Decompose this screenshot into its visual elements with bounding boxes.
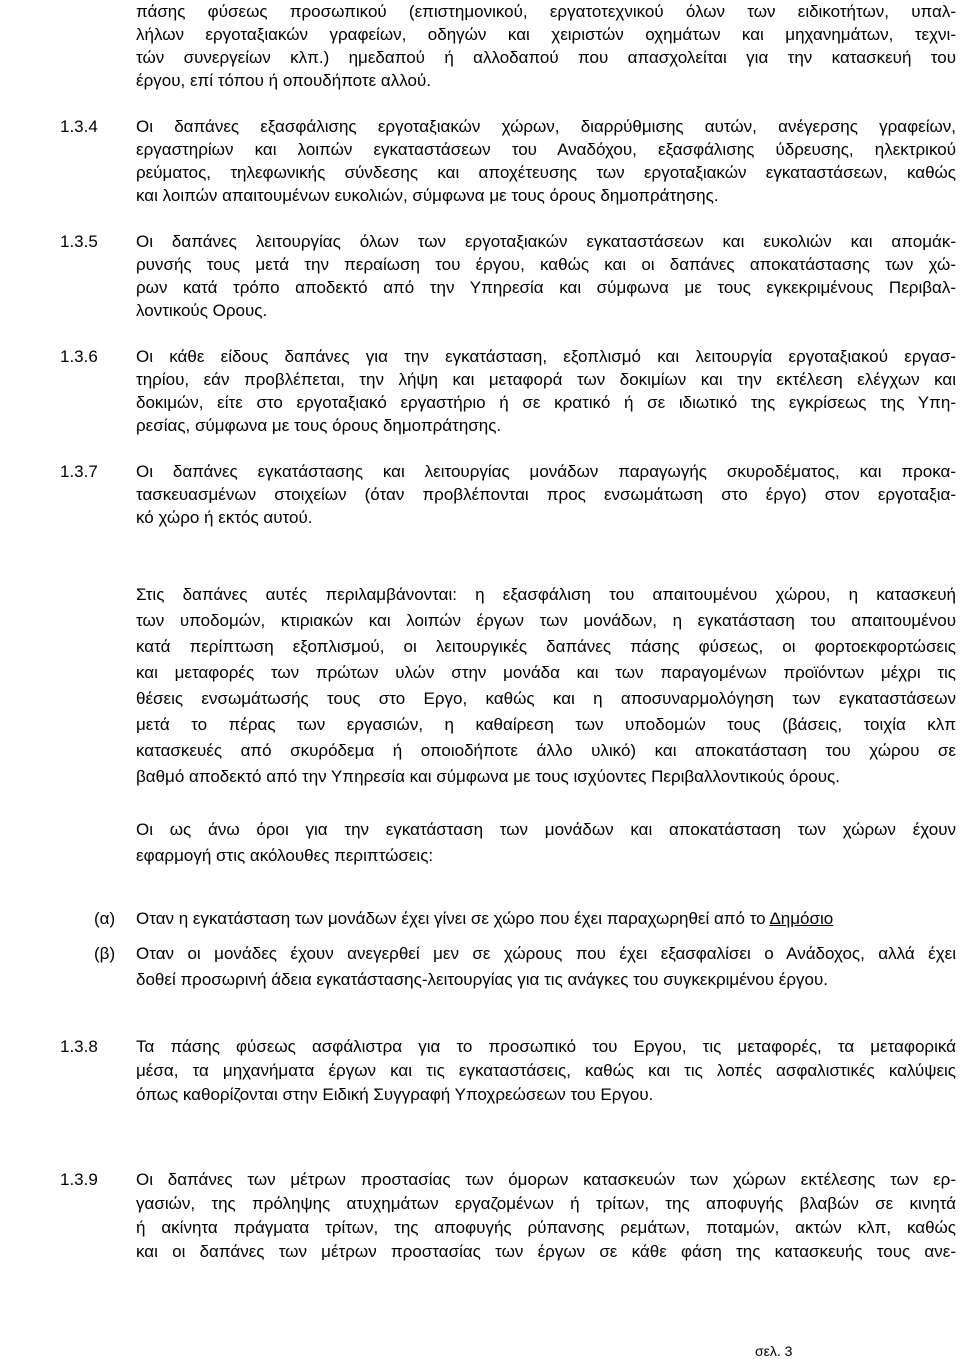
item-number-135: 1.3.5 bbox=[60, 232, 98, 251]
item-138-line-3: όπως καθορίζονται στην Ειδική Συγγραφή Υποχρεώσεων του Εργου. bbox=[136, 1085, 654, 1104]
paragraph-1-line-6: μετά το πέρας των εργασιών, η καθαίρεση των υποδομών τους (βάσεις, τοιχία κλπ bbox=[136, 715, 956, 734]
item-136-line-1: Οι κάθε είδους δαπάνες για την εγκατάσταση, εξοπλισμό και λειτουργία εργοταξιακού εργασ- bbox=[136, 347, 956, 366]
item-number-138: 1.3.8 bbox=[60, 1037, 98, 1056]
item-139-line-2: γασιών, της πρόληψης ατυχημάτων εργαζομένων ή τρίτων, της αποφυγής βλαβών σε κινητά bbox=[136, 1194, 956, 1213]
case-a-text-underlined: Δημόσιο bbox=[769, 909, 834, 928]
item-139-line-3: ή ακίνητα πράγματα τρίτων, της αποφυγής ρύπανσης ρεμάτων, ποταμών, ακτών κλπ, καθώς bbox=[136, 1218, 956, 1237]
paragraph-1-line-8: βαθμό αποδεκτό από την Υπηρεσία και σύμφωνα με τους ισχύοντες Περιβαλλοντικούς όρους. bbox=[136, 767, 840, 786]
item-134-line-1: Οι δαπάνες εξασφάλισης εργοταξιακών χώρων, διαρρύθμισης αυτών, ανέγερσης γραφείων, bbox=[136, 117, 956, 136]
item-135-line-1: Οι δαπάνες λειτουργίας όλων των εργοταξιακών εγκαταστάσεων και ευκολιών και απομάκ- bbox=[136, 232, 956, 251]
paragraph-2-line-1: Οι ως άνω όροι για την εγκατάσταση των μονάδων και αποκατάσταση των χώρων έχουν bbox=[136, 820, 956, 839]
item-139-line-4: και οι δαπάνες των μέτρων προστασίας των έργων σε κάθε φάση της κατασκευής τους ανε- bbox=[136, 1242, 956, 1261]
item-139-line-1: Οι δαπάνες των μέτρων προστασίας των όμορων κατασκευών των χώρων εκτέλεσης των ερ- bbox=[136, 1170, 956, 1189]
intro-line-1: πάσης φύσεως προσωπικού (επιστημονικού, εργατοτεχνικού όλων των ειδικοτήτων, υπαλ- bbox=[136, 2, 956, 21]
item-number-139: 1.3.9 bbox=[60, 1170, 98, 1189]
paragraph-1-line-3: κατά περίπτωση εξοπλισμού, οι λειτουργικές δαπάνες πάσης φύσεως, οι φορτοεκφορτώσεις bbox=[136, 637, 956, 656]
item-number-137: 1.3.7 bbox=[60, 462, 98, 481]
item-136-line-4: ρεσίας, σύμφωνα με τους όρους δημοπράτησης. bbox=[136, 416, 502, 435]
paragraph-2-line-2: εφαρμογή στις ακόλουθες περιπτώσεις: bbox=[136, 846, 434, 865]
item-134-line-2: εργαστηρίων και λοιπών εγκαταστάσεων του Αναδόχου, εξασφάλισης ύδρευσης, ηλεκτρικού bbox=[136, 140, 956, 159]
paragraph-1-line-7: κατασκευές από σκυρόδεμα ή οποιοδήποτε άλλο υλικό) και αποκατάσταση του χώρου σε bbox=[136, 741, 956, 760]
item-135-line-2: ρυνσής τους μετά την περαίωση του έργου, καθώς και οι δαπάνες αποκατάστασης των χώ- bbox=[136, 255, 956, 274]
item-134-line-4: και λοιπών απαιτουμένων ευκολιών, σύμφωνα με τους όρους δημοπράτησης. bbox=[136, 186, 719, 205]
paragraph-1-line-2: των υποδομών, κτιριακών και λοιπών έργων των μονάδων, η εγκατάσταση του απαιτουμένου bbox=[136, 611, 956, 630]
case-b-line-1: Οταν οι μονάδες έχουν ανεγερθεί μεν σε χώρους που έχει εξασφαλίσει ο Ανάδοχος, αλλά έχει bbox=[136, 944, 956, 963]
item-134-line-3: ρεύματος, τηλεφωνικής σύνδεσης και αποχέτευσης των εργοταξιακών εγκαταστάσεων, καθώς bbox=[136, 163, 956, 182]
case-a-text bbox=[136, 909, 833, 929]
item-136-line-2: τηρίου, εάν προβλέπεται, την λήψη και μεταφορά των δοκιμίων και την εκτέλεση ελέγχων και bbox=[136, 370, 956, 389]
item-number-136: 1.3.6 bbox=[60, 347, 98, 366]
item-137-line-2: τασκευασμένων στοιχείων (όταν προβλέπονται προς ενσωμάτωση στο έργο) στον εργοταξια- bbox=[136, 485, 956, 504]
item-136-line-3: δοκιμών, είτε στο εργοταξιακό εργαστήριο ή σε κρατικό ή σε ιδιωτικό της εγκρίσεως της Υπη- bbox=[136, 393, 956, 412]
item-number-134: 1.3.4 bbox=[60, 117, 98, 136]
item-135-line-3: ρων κατά τρόπο αποδεκτό από την Υπηρεσία και σύμφωνα με τους εγκεκριμένους Περιβαλ- bbox=[136, 278, 956, 297]
paragraph-1-line-4: και μεταφορές των πρώτων υλών στην μονάδα και των παραγομένων προϊόντων μέχρι τις bbox=[136, 663, 956, 682]
case-a-label: (α) bbox=[94, 909, 116, 928]
intro-line-3: τών συνεργείων κλπ.) ημεδαπού ή αλλοδαπού που απασχολείται για την κατασκευή του bbox=[136, 48, 956, 67]
page-number: σελ. 3 bbox=[755, 1343, 793, 1359]
item-137-line-3: κό χώρο ή εκτός αυτού. bbox=[136, 508, 313, 527]
item-137-line-1: Οι δαπάνες εγκατάστασης και λειτουργίας μονάδων παραγωγής σκυροδέματος, και προκα- bbox=[136, 462, 956, 481]
case-a-text-main: Οταν η εγκατάσταση των μονάδων έχει γίνει σε χώρο που έχει παραχωρηθεί από το bbox=[136, 909, 770, 928]
item-138-line-1: Τα πάσης φύσεως ασφάλιστρα για το προσωπικό του Εργου, τις μεταφορές, τα μεταφορικά bbox=[136, 1037, 956, 1056]
case-b-line-2: δοθεί προσωρινή άδεια εγκατάστασης-λειτουργίας για τις ανάγκες του συγκεκριμένου έργου. bbox=[136, 970, 828, 989]
item-138-line-2: μέσα, τα μηχανήματα έργων και τις εγκαταστάσεις, καθώς και τις λοπές ασφαλιστικές καλύψεις bbox=[136, 1061, 956, 1080]
paragraph-1-line-5: θέσεις ενσωμάτωσής τους στο Εργο, καθώς και η αποσυναρμολόγηση των εγκαταστάσεων bbox=[136, 689, 956, 708]
paragraph-1-line-1: Στις δαπάνες αυτές περιλαμβάνονται: η εξασφάλιση του απαιτουμένου χώρου, η κατασκευή bbox=[136, 585, 956, 604]
intro-line-4: έργου, επί τόπου ή οπουδήποτε αλλού. bbox=[136, 71, 431, 90]
case-b-label: (β) bbox=[94, 944, 116, 963]
item-135-line-4: λοντικούς Ορους. bbox=[136, 301, 268, 320]
intro-line-2: λήλων εργοταξιακών γραφείων, οδηγών και χειριστών οχημάτων και μηχανημάτων, τεχνι- bbox=[136, 25, 956, 44]
